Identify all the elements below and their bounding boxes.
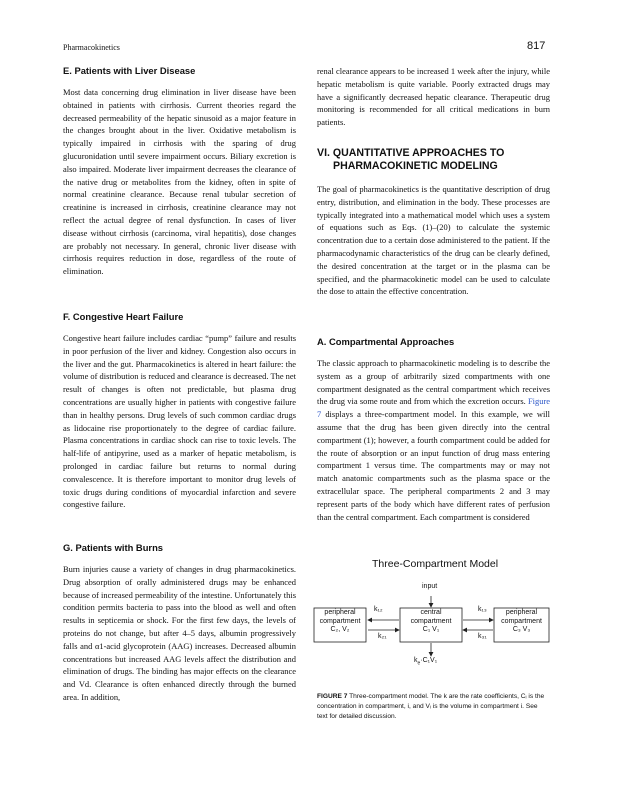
k13-label: k₁₃	[478, 606, 487, 613]
left-box-line-2: compartment	[319, 617, 361, 625]
right-box-line-1: peripheral	[505, 609, 538, 616]
output-k-sub: e	[417, 660, 421, 667]
section-a	[317, 336, 550, 523]
caption-text: Three-compartment model. The k are the rate coefficients, Cᵢ is the concentration in compartment, i, and Vᵢ is the volume in compartment i. See text for detailed discussion.	[317, 693, 545, 720]
section-e-heading: E. Patients with Liver Disease	[63, 65, 196, 76]
center-box-line-1: central	[420, 609, 442, 616]
center-box-line-2: compartment	[410, 617, 452, 625]
left-box-line-1: peripheral	[324, 609, 356, 616]
right-box-line-3: C₃ V₃	[512, 626, 531, 633]
figure-title: Three-Compartment Model	[372, 558, 499, 570]
section-a-text	[317, 357, 550, 523]
section-vi-text: The goal of pharmacokinetics is the quantitative description of drug entry, distribution, and elimination in the body. These processes are typically integrated into a mathematical model which uses a system of equations such as Eqs. (1)–(20) to calculate the systemic concentration due to a certain dose administered to the patient. If the pharmacodynamic characteristics of the drug can be clearly defined, the desired concentration at the target or in the plasma can be specified, and the pharmacokinetic model can be used to calculate the dose to attain the effective concentration.	[317, 184, 550, 297]
section-f	[63, 311, 296, 511]
left-box-line-3: C₂, V₂	[330, 626, 350, 633]
k21-label: k₂₁	[378, 633, 387, 640]
central-compartment	[400, 609, 462, 635]
page-number: 817	[527, 40, 546, 52]
section-a-text-1: The classic approach to pharmacokinetic modeling is to describe the system as a group of arbitrarily sized compartments with one compartment designated as the central compartment which receives the drug via some route and from which the excretion occurs.	[317, 358, 550, 407]
section-g	[63, 542, 296, 704]
right-compartment	[494, 609, 549, 635]
burns-continuation-text: renal clearance appears to be increased 1 week after the injury, while hepatic metabolism is quite variable. Poorly extracted drugs may have a significantly decreased hepatic clearance. Therapeutic drug monitoring is recommended for all critical medications in burn patients.	[317, 66, 550, 128]
output-k: k	[414, 657, 418, 664]
figure-7-link[interactable]: Figure 7	[317, 396, 550, 420]
figure-caption	[317, 692, 550, 722]
section-vi	[317, 147, 550, 298]
section-e-text: Most data concerning drug elimination in liver disease have been obtained in patients with cirrhosis. Current theories regard the decreased permeability of the hepatic sinusoid as a major feature in the changes brought about in the liver. Oxidative metabolism is typically impaired in cirrhosis with the sparing of drug glucuronidation until severe impairment occurs. Biliary excretion is also impaired. Moderate liver impairment decreases the clearance of the native drug or metabolites from the kidney, often in spite of normal creatinine clearance. Because renal tubular secretion of creatinine is increased in cirrhosis, creatinine clearance may not reflect the actual degree of renal dysfunction. In cases of liver disease without cirrhosis (carcinoma, viral hepatitis), dose changes are probably not necessary. In general, chronic liver disease with cirrhosis requires reduction in dose, regardless of the route of elimination.	[63, 87, 296, 277]
input-label: input	[422, 583, 438, 590]
running-title: Pharmacokinetics	[63, 43, 120, 52]
section-f-heading: F. Congestive Heart Failure	[63, 311, 184, 322]
section-a-text-2: displays a three-compartment model. In this example, we will assume that the drug has been given directly into the central compartment (1); however, a fourth compartment could be added for the route of absorption or an input function of drug mass entering compartment 1 versus time. The compartments may or may not match anatomic compartments such as the plasma space or the extracellular space. The peripheral compartments 2 and 3 may represent parts of the body which have different rates of perfusion than the central compartment. Each compartment is considered	[317, 409, 550, 522]
center-box-line-3: C₁ V₁	[422, 626, 440, 633]
section-f-text: Congestive heart failure includes cardiac “pump” failure and results in poor perfusion of the liver and kidney. Congestion also occurs in the liver and the gut. Pharmacokinetics is altered in heart failure: the volume of distribution is reduced and clearance is decreased. The net result of changes is often not predictable, but plasma drug concentrations are usually higher in patients with congestive failure than in healthy persons. Drug levels of such common cardiac drugs as lidocaine rise proportionately to the degree of cardiac failure. Plasma concentrations in cardiac shock can rise to toxic levels. The half-life of antipyrine, used as a marker of hepatic metabolism, is prolonged in cardiac failure but returns to normal during convalescence. It is therefore important to monitor drug levels of toxic drugs during conditions of myocardial infarction and severe congestive failure.	[63, 333, 296, 510]
k12-label: k₁₂	[374, 606, 383, 613]
section-g-heading: G. Patients with Burns	[63, 542, 164, 553]
section-e	[63, 65, 296, 278]
caption-label: FIGURE 7	[317, 693, 348, 700]
k31-label: k₃₁	[478, 633, 487, 640]
output-rest: ·C₁V₁	[420, 657, 438, 664]
right-box-line-2: compartment	[501, 617, 542, 625]
section-g-text: Burn injuries cause a variety of changes in drug pharmacokinetics. Drug absorption of orally administered drugs may be enhanced because of increased permeability of the intestine. Unfortunately this condition permits bacteria to pass into the blood as well and often results in septicemia or shock. For the first few days, the levels of proteins do not change, but after 4–5 days, albumin progressively falls and α1-acid glycoprotein (AAG) increases. Decreased albumin concentrations but increased AAG levels affect the distribution and elimination of drugs. The binding has major effects on the clearance and Vd. Clearance is often enhanced directly through the burned area. In addition,	[63, 564, 296, 702]
section-a-heading: A. Compartmental Approaches	[317, 336, 455, 347]
left-compartment	[314, 609, 366, 635]
output-label	[414, 657, 437, 666]
section-vi-heading: VI. QUANTITATIVE APPROACHES TO PHARMACOKINETIC MODELING	[317, 147, 505, 172]
section-cont	[317, 65, 550, 129]
